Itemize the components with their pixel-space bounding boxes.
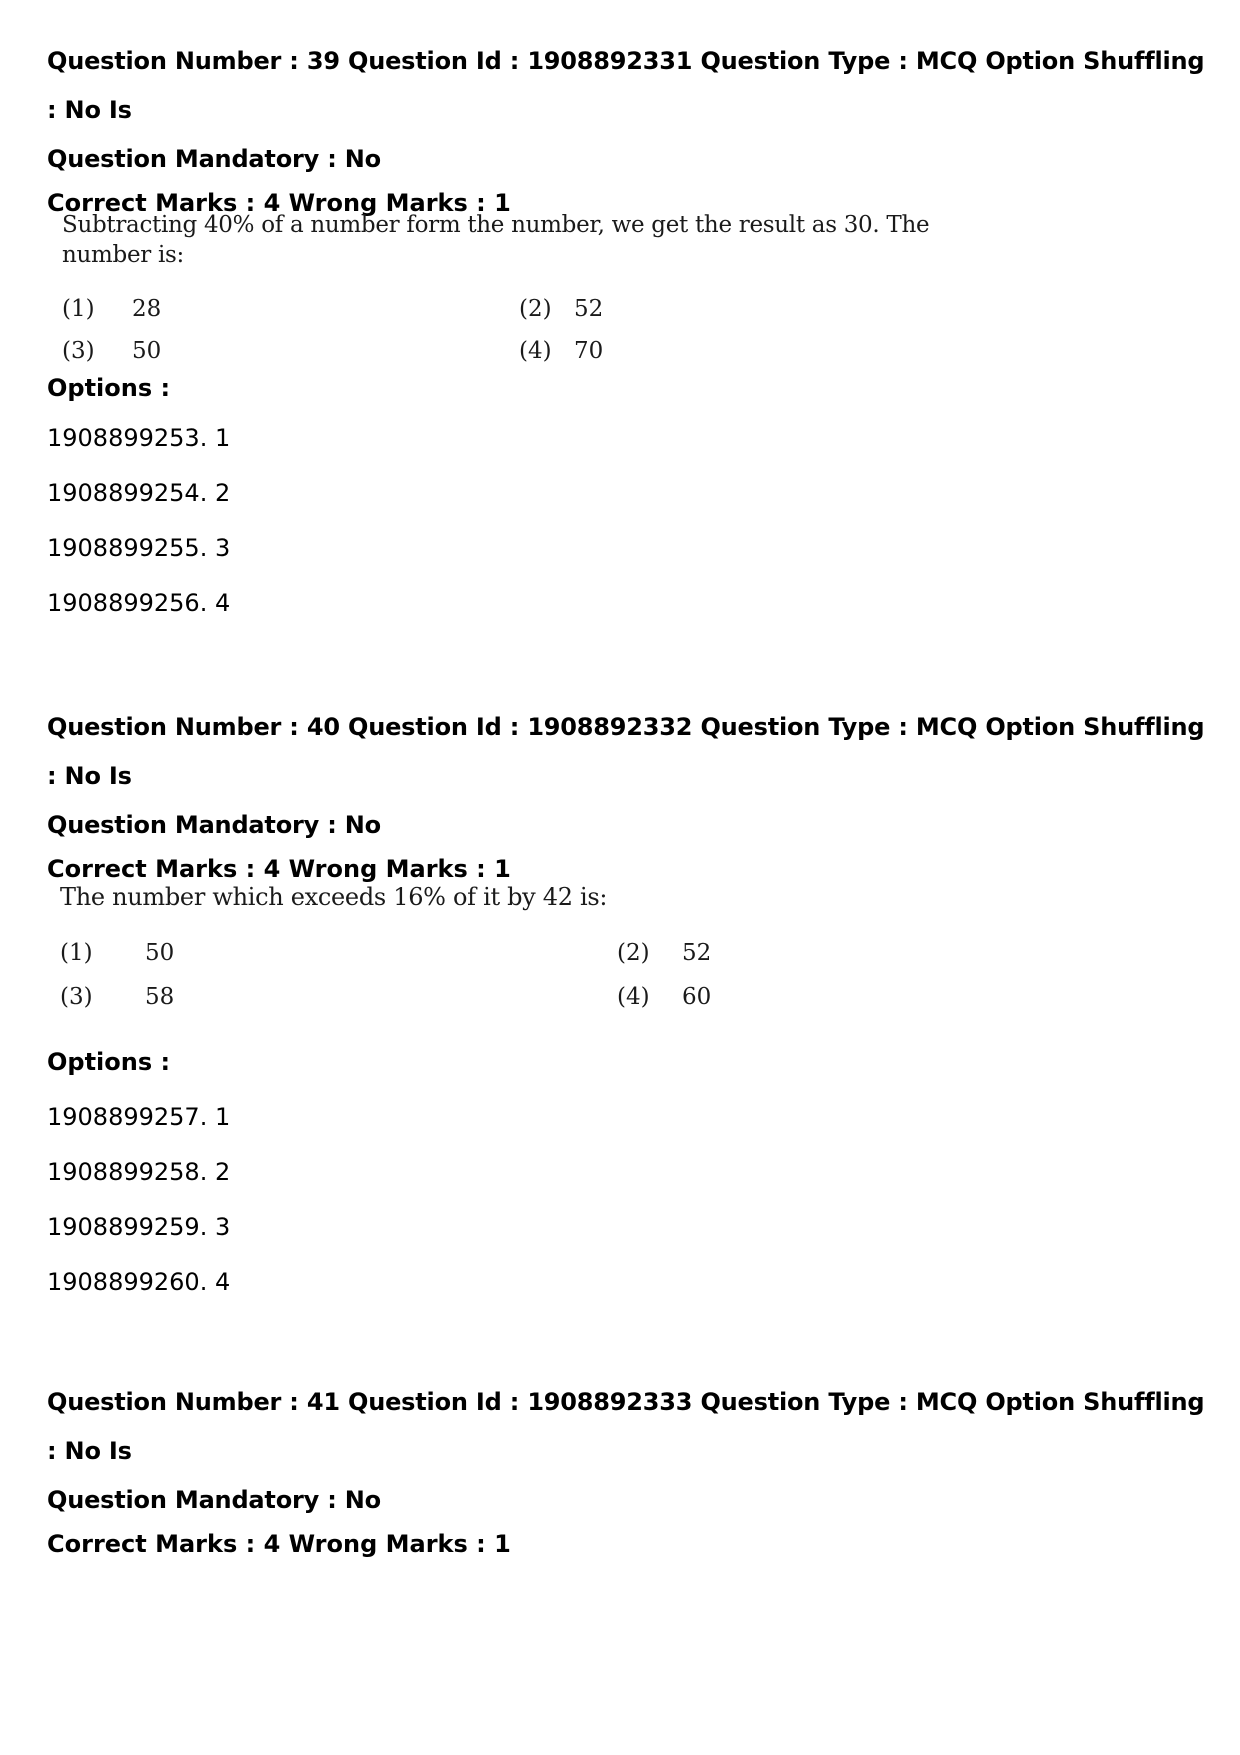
option-item: 1908899257. 1 [47,1103,231,1131]
choice-number: (2) [519,296,552,322]
option-item: 1908899254. 2 [47,479,231,507]
question-header-line1: Question Number : 39 Question Id : 1908892331 Question Type : MCQ Option Shuffling : No Is [47,47,1205,124]
choice-value: 50 [132,338,162,364]
choice-value: 58 [145,984,175,1010]
choice-1 [60,938,175,968]
options-title: Options : [47,1048,171,1076]
options-list [47,373,1207,633]
choice-2 [617,938,712,968]
question-header-line2: Question Mandatory : No [47,811,381,839]
choice-value: 60 [682,984,712,1010]
question-text: Subtracting 40% of a number form the number, we get the result as 30. The number is: [62,212,930,268]
choice-value: 52 [574,296,604,322]
choice-number: (1) [62,296,95,322]
choice-4 [519,336,604,366]
option-item: 1908899253. 1 [47,424,231,452]
question-header-line1: Question Number : 40 Question Id : 1908892332 Question Type : MCQ Option Shuffling : No Is [47,713,1205,790]
question-40 [47,703,1207,884]
choice-number: (3) [60,984,93,1010]
choice-1 [62,294,162,324]
option-item: 1908899255. 3 [47,534,231,562]
option-item: 1908899258. 2 [47,1158,231,1186]
option-item: 1908899259. 3 [47,1213,231,1241]
options-title: Options : [47,374,171,402]
choice-4 [617,982,712,1012]
choice-number: (4) [519,338,552,364]
choice-number: (3) [62,338,95,364]
choice-value: 28 [132,296,162,322]
choice-number: (2) [617,940,650,966]
question-41 [47,1378,1207,1559]
question-image [60,882,960,1012]
question-header-line1: Question Number : 41 Question Id : 1908892333 Question Type : MCQ Option Shuffling : No Is [47,1388,1205,1465]
question-text: The number which exceeds 16% of it by 42 is: [60,883,608,911]
choice-2 [519,294,604,324]
option-item: 1908899260. 4 [47,1268,231,1296]
question-marks: Correct Marks : 4 Wrong Marks : 1 [47,189,511,217]
question-image [62,210,962,364]
choice-value: 70 [574,338,604,364]
question-39 [47,37,1207,218]
choice-value: 50 [145,940,175,966]
option-item: 1908899256. 4 [47,589,231,617]
question-header-line2: Question Mandatory : No [47,145,381,173]
options-list [47,1047,1207,1307]
question-header-line2: Question Mandatory : No [47,1486,381,1514]
question-marks: Correct Marks : 4 Wrong Marks : 1 [47,855,511,883]
choice-3 [60,982,175,1012]
question-marks: Correct Marks : 4 Wrong Marks : 1 [47,1530,511,1558]
choice-number: (1) [60,940,93,966]
choice-value: 52 [682,940,712,966]
choice-3 [62,336,162,366]
choice-number: (4) [617,984,650,1010]
